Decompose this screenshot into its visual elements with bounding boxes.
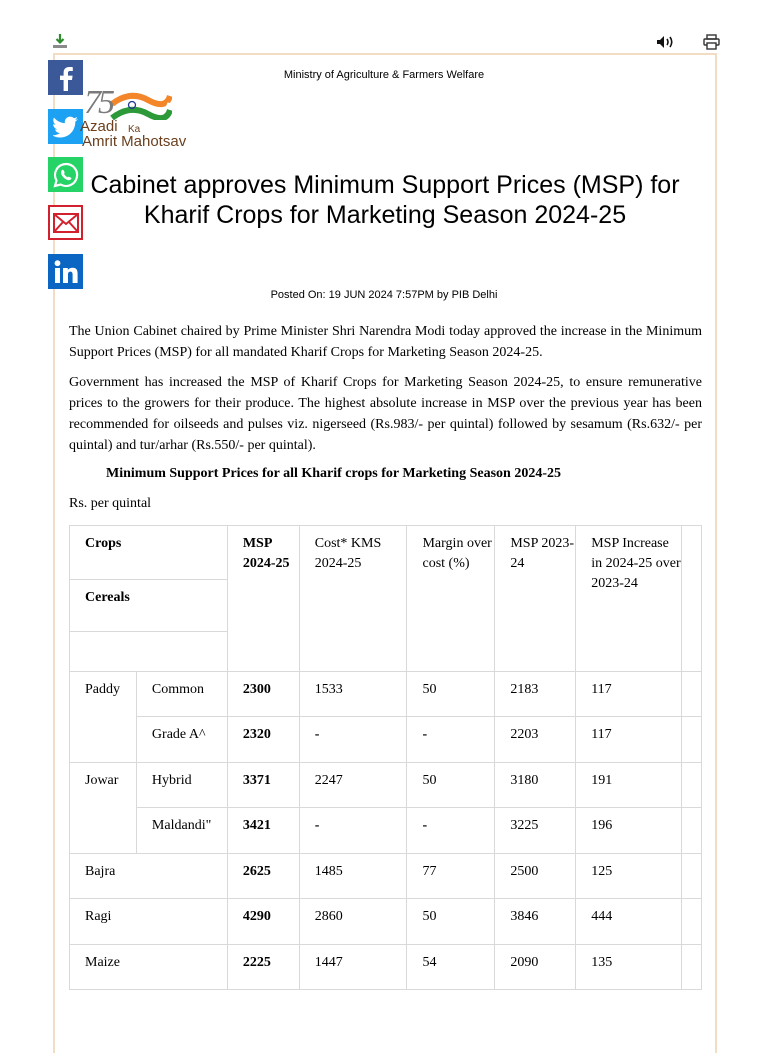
header-msp-2023-24: MSP 2023-24 xyxy=(510,536,575,571)
cost-value: - xyxy=(314,727,320,742)
increase-value: 196 xyxy=(591,818,613,833)
crop-name: Bajra xyxy=(85,864,116,879)
msp-value: 2320 xyxy=(242,727,271,742)
linkedin-icon xyxy=(53,259,79,285)
margin-value: - xyxy=(422,818,428,833)
crop-variety: Hybrid xyxy=(151,773,192,788)
header-cereals: Cereals xyxy=(85,590,130,605)
crop-name: Ragi xyxy=(85,909,112,924)
crop-name: Jowar xyxy=(85,773,119,788)
table-row xyxy=(70,763,702,808)
article-paragraph-1: The Union Cabinet chaired by Prime Minister Shri Narendra Modi today approved the increase in the Minimum Support Prices (MSP) for all mandated Kharif Crops for Marketing Season 2024-25. xyxy=(69,324,702,360)
share-linkedin-button[interactable] xyxy=(48,254,83,289)
prev-msp-value: 2183 xyxy=(510,682,539,697)
cost-value: 2860 xyxy=(314,909,343,924)
cost-value: - xyxy=(314,818,320,833)
article-paragraph-2: Government has increased the MSP of Kharif Crops for Marketing Season 2024-25, to ensure remunerative prices to the growers for their produce. The highest absolute increase in MSP over the previous year has been recommended for oilseeds and pulses viz. nigerseed (Rs.983/- per quintal) followed by sesamum (Rs.632/- per quintal) and tur/arhar (Rs.550/- per quintal). xyxy=(69,375,702,453)
table-row xyxy=(70,808,702,854)
table-row xyxy=(70,717,702,763)
increase-value: 135 xyxy=(591,955,613,970)
cost-value: 1485 xyxy=(314,864,343,879)
logo-number: 75 xyxy=(84,84,112,121)
table-heading: Minimum Support Prices for all Kharif crops for Marketing Season 2024-25 xyxy=(106,466,561,481)
share-email-button[interactable] xyxy=(48,205,83,240)
crop-variety: Common xyxy=(151,682,205,697)
crop-variety: Maldandi" xyxy=(151,818,212,833)
azadi-ka-amrit-mahotsav-logo xyxy=(80,84,200,154)
logo-text-ka: Ka xyxy=(128,124,141,135)
prev-msp-value: 3846 xyxy=(510,909,539,924)
logo-text-amrit-mahotsav: Amrit Mahotsav xyxy=(82,133,187,150)
share-whatsapp-button[interactable] xyxy=(48,157,83,192)
table-row xyxy=(70,899,702,945)
header-msp-increase: MSP Increase in 2024-25 over 2023-24 xyxy=(591,536,681,591)
margin-value: 50 xyxy=(422,682,437,697)
margin-value: 77 xyxy=(422,864,437,879)
msp-value: 3371 xyxy=(242,773,271,788)
table-unit: Rs. per quintal xyxy=(69,496,152,511)
table-header-row xyxy=(70,526,702,580)
margin-value: 50 xyxy=(422,909,437,924)
speaker-icon[interactable] xyxy=(656,35,676,49)
share-twitter-button[interactable] xyxy=(48,109,83,144)
msp-table xyxy=(69,525,702,990)
print-icon[interactable] xyxy=(703,34,720,50)
prev-msp-value: 3225 xyxy=(510,818,539,833)
whatsapp-icon xyxy=(53,162,79,188)
posted-date: Posted On: 19 JUN 2024 7:57PM by PIB Delhi xyxy=(270,289,498,301)
table-row xyxy=(70,854,702,899)
msp-value: 3421 xyxy=(242,818,271,833)
cost-value: 1447 xyxy=(314,955,343,970)
margin-value: 54 xyxy=(422,955,437,970)
tricolor-flag-icon xyxy=(110,92,172,120)
msp-value: 2300 xyxy=(242,682,271,697)
crop-name: Paddy xyxy=(85,682,120,697)
increase-value: 117 xyxy=(591,682,612,697)
prev-msp-value: 2090 xyxy=(510,955,539,970)
header-margin: Margin over cost (%) xyxy=(422,536,492,571)
prev-msp-value: 3180 xyxy=(510,773,539,788)
header-crops: Crops xyxy=(85,536,122,551)
cost-value: 1533 xyxy=(314,682,343,697)
twitter-icon xyxy=(53,116,79,138)
margin-value: 50 xyxy=(422,773,437,788)
margin-value: - xyxy=(422,727,428,742)
ministry-name: Ministry of Agriculture & Farmers Welfare xyxy=(283,69,485,81)
crop-name: Maize xyxy=(85,955,120,970)
increase-value: 444 xyxy=(591,909,613,924)
table-row xyxy=(70,672,702,717)
increase-value: 117 xyxy=(591,727,612,742)
crop-variety: Grade A^ xyxy=(151,727,206,742)
msp-value: 2225 xyxy=(242,955,271,970)
page-title: Cabinet approves Minimum Support Prices (MSP) for Kharif Crops for Marketing Season 2024-25 xyxy=(90,171,680,229)
cost-value: 2247 xyxy=(314,773,343,788)
table-row xyxy=(70,945,702,990)
prev-msp-value: 2203 xyxy=(510,727,539,742)
email-icon xyxy=(53,213,79,233)
increase-value: 191 xyxy=(591,773,613,788)
download-icon[interactable] xyxy=(52,33,68,49)
msp-value: 2625 xyxy=(242,864,271,879)
header-msp-2024-25: MSP 2024-25 xyxy=(242,536,290,571)
header-cost: Cost* KMS 2024-25 xyxy=(314,536,382,571)
increase-value: 125 xyxy=(591,864,613,879)
logo-text-azadi: Azadi xyxy=(80,118,118,135)
prev-msp-value: 2500 xyxy=(510,864,539,879)
msp-value: 4290 xyxy=(242,909,271,924)
